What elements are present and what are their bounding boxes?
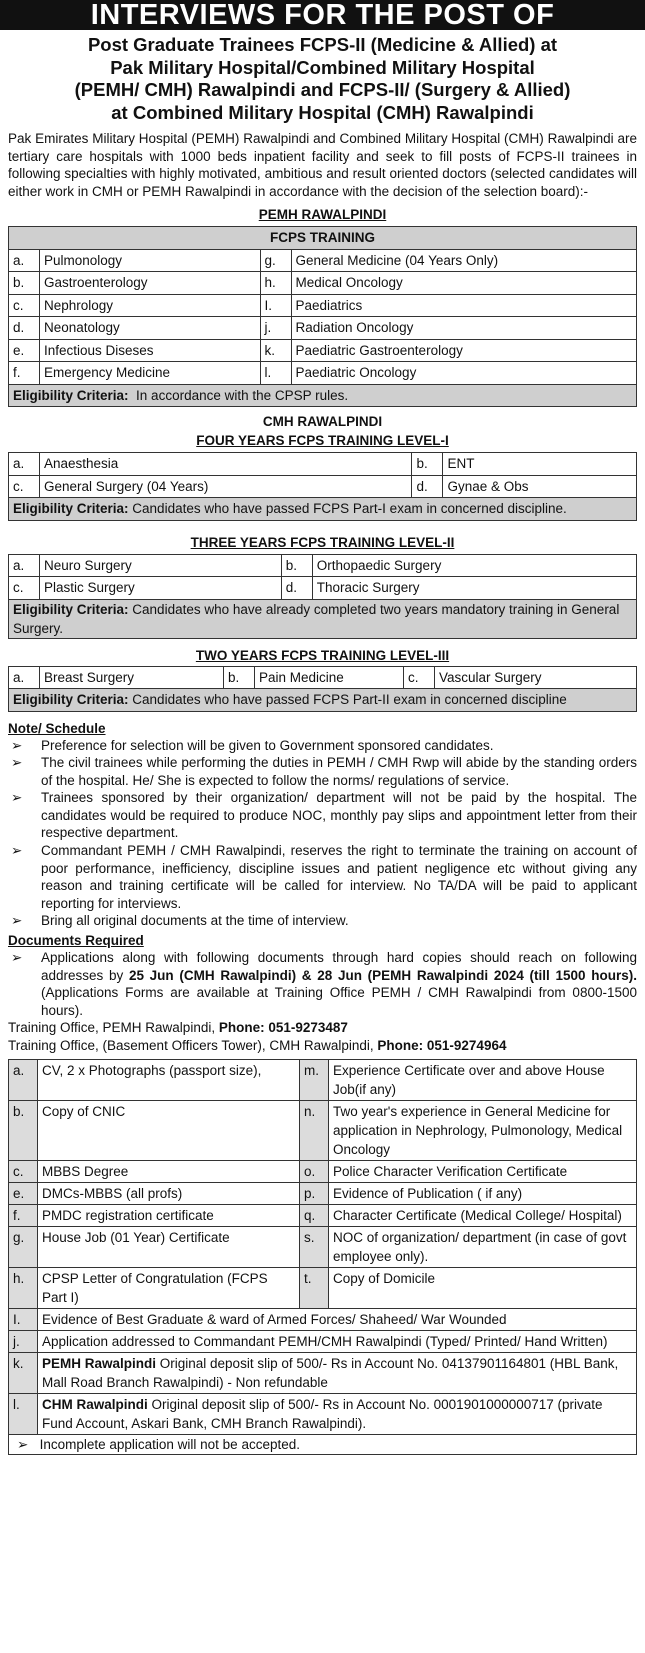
specialty: Neuro Surgery xyxy=(40,554,282,577)
office-pemh xyxy=(8,1019,637,1037)
table-row xyxy=(9,1309,637,1331)
list-item xyxy=(8,912,637,930)
table-row xyxy=(9,1060,637,1101)
final-note-text: Incomplete application will not be accepted. xyxy=(39,1437,300,1453)
eligibility-label: Eligibility Criteria: xyxy=(13,501,129,516)
office-cmh xyxy=(8,1037,637,1055)
document-item: Copy of Domicile xyxy=(329,1268,637,1309)
document-item: PMDC registration certificate xyxy=(38,1205,300,1227)
eligibility-label: Eligibility Criteria: xyxy=(13,601,129,617)
list-item xyxy=(8,754,637,789)
item-index: f. xyxy=(9,1205,38,1227)
specialty: Paediatric Gastroenterology xyxy=(291,339,637,362)
document-item: NOC of organization/ department (in case of govt employee only). xyxy=(329,1227,637,1268)
item-index: g. xyxy=(9,1227,38,1268)
table-row xyxy=(9,554,637,577)
specialty: Pain Medicine xyxy=(255,666,404,689)
item-index: I. xyxy=(260,294,291,317)
item-index: a. xyxy=(9,666,40,689)
specialty: Anaesthesia xyxy=(40,453,412,476)
document-item: Character Certificate (Medical College/ Hospital) xyxy=(329,1205,637,1227)
arrow-bullet-icon: ➢ xyxy=(11,913,23,929)
table-row xyxy=(9,362,637,385)
cmh-heading: CMH RAWALPINDI xyxy=(262,414,383,429)
item-index: c. xyxy=(9,577,40,600)
item-index: e. xyxy=(9,339,40,362)
document-item xyxy=(38,1394,637,1435)
table-row xyxy=(9,1353,637,1394)
deposit-location: PEMH Rawalpindi xyxy=(42,1356,157,1372)
subtitle xyxy=(8,34,637,124)
table-row xyxy=(9,1227,637,1268)
specialty: Radiation Oncology xyxy=(291,317,637,340)
notes-list xyxy=(8,737,637,931)
item-index: c. xyxy=(9,294,40,317)
pemh-table xyxy=(8,226,637,407)
specialty: Breast Surgery xyxy=(40,666,224,689)
pemh-heading: PEMH RAWALPINDI xyxy=(258,207,387,222)
eligibility-criteria xyxy=(9,599,637,638)
subtitle-line: Post Graduate Trainees FCPS-II (Medicine & Allied) at xyxy=(87,34,558,55)
table-row xyxy=(9,249,637,272)
table-row xyxy=(9,453,637,476)
documents-heading: Documents Required xyxy=(8,933,144,949)
item-index: t. xyxy=(300,1268,329,1309)
item-index: h. xyxy=(260,272,291,295)
office-address: Training Office, PEMH Rawalpindi, xyxy=(8,1020,219,1036)
item-index: j. xyxy=(260,317,291,340)
level1-table xyxy=(8,452,637,521)
specialty: ENT xyxy=(443,453,637,476)
note-text: Preference for selection will be given to Government sponsored candidates. xyxy=(41,737,494,753)
eligibility-criteria xyxy=(9,689,637,712)
application-deadline: 25 Jun (CMH Rawalpindi) & 28 Jun (PEMH Rawalpindi 2024 (till 1500 hours). xyxy=(128,967,637,983)
document-item: Experience Certificate over and above House Job(if any) xyxy=(329,1060,637,1101)
arrow-bullet-icon: ➢ xyxy=(11,843,23,859)
document-item: Police Character Verification Certificate xyxy=(329,1161,637,1183)
level2-title: THREE YEARS FCPS TRAINING LEVEL-II xyxy=(190,534,455,550)
office-phone: Phone: 051-9274964 xyxy=(377,1038,507,1054)
document-item xyxy=(38,1353,637,1394)
item-index: n. xyxy=(300,1101,329,1161)
final-note xyxy=(8,1435,637,1455)
table-row xyxy=(9,475,637,498)
banner-title: INTERVIEWS FOR THE POST OF xyxy=(0,0,645,30)
document-item: Copy of CNIC xyxy=(38,1101,300,1161)
specialty: Plastic Surgery xyxy=(40,577,282,600)
table-row xyxy=(9,272,637,295)
subtitle-line: (PEMH/ CMH) Rawalpindi and FCPS-II/ (Surgery & Allied) xyxy=(74,79,571,100)
document-item: House Job (01 Year) Certificate xyxy=(38,1227,300,1268)
eligibility-criteria xyxy=(9,498,637,521)
specialty: Paediatric Oncology xyxy=(291,362,637,385)
table-row xyxy=(9,294,637,317)
arrow-bullet-icon: ➢ xyxy=(11,755,23,771)
table-row xyxy=(9,1331,637,1353)
specialty: General Surgery (04 Years) xyxy=(40,475,412,498)
note-text: The civil trainees while performing the duties in PEMH / CMH Rwp will abide by the standing orders of the hospital. He/ She is expected to follow the norms/ regulations of service. xyxy=(41,755,637,788)
list-item xyxy=(8,737,637,755)
document-item: CV, 2 x Photographs (passport size), xyxy=(38,1060,300,1101)
eligibility-text: Candidates who have passed FCPS Part-I exam in concerned discipline. xyxy=(132,501,567,516)
note-text: Trainees sponsored by their organization/ department will not be paid by the hospital. The candidates would be required to produce NOC, monthly pay slips and appointment letter from their respective department. xyxy=(41,790,637,841)
deposit-location: CHM Rawalpindi xyxy=(42,1397,148,1413)
item-index: g. xyxy=(260,249,291,272)
office-address: Training Office, (Basement Officers Tower), CMH Rawalpindi, xyxy=(8,1038,378,1054)
item-index: h. xyxy=(9,1268,38,1309)
table-row xyxy=(9,1161,637,1183)
level1-title: FOUR YEARS FCPS TRAINING LEVEL-I xyxy=(196,433,449,448)
documents-table xyxy=(8,1059,637,1435)
specialty: Vascular Surgery xyxy=(435,666,637,689)
table-row xyxy=(9,339,637,362)
item-index: a. xyxy=(9,1060,38,1101)
item-index: f. xyxy=(9,362,40,385)
specialty: Nephrology xyxy=(40,294,261,317)
specialty: Gastroenterology xyxy=(40,272,261,295)
specialty: Thoracic Surgery xyxy=(312,577,636,600)
subtitle-line: at Combined Military Hospital (CMH) Rawalpindi xyxy=(111,101,534,123)
eligibility-text: Candidates who have already completed two years mandatory training in General Surgery. xyxy=(13,601,620,636)
note-text: Commandant PEMH / CMH Rawalpindi, reserves the right to terminate the training on account of poor performance, inefficiency, discipline issues and patient negligence etc without giving any reason and training certificate will be called for interview. No TA/DA will be paid to applicant reporting for interviews. xyxy=(41,843,637,911)
specialty: Infectious Diseses xyxy=(40,339,261,362)
table-row xyxy=(9,666,637,689)
subtitle-line: Pak Military Hospital/Combined Military Hospital xyxy=(110,56,535,78)
eligibility-text: Candidates who have passed FCPS Part-II exam in concerned discipline xyxy=(132,692,567,707)
document-item: DMCs-MBBS (all profs) xyxy=(38,1183,300,1205)
specialty: General Medicine (04 Years Only) xyxy=(291,249,637,272)
table-row xyxy=(9,1394,637,1435)
arrow-bullet-icon: ➢ xyxy=(17,1437,29,1453)
arrow-bullet-icon: ➢ xyxy=(11,737,23,753)
item-index: d. xyxy=(412,475,443,498)
item-index: k. xyxy=(260,339,291,362)
eligibility-criteria xyxy=(9,384,637,407)
item-index: a. xyxy=(9,249,40,272)
level3-title: TWO YEARS FCPS TRAINING LEVEL-III xyxy=(195,647,450,663)
specialty: Emergency Medicine xyxy=(40,362,261,385)
table-row xyxy=(9,1101,637,1161)
office-phone: Phone: 051-9273487 xyxy=(218,1020,348,1036)
item-index: d. xyxy=(281,577,312,600)
deposit-details: Original deposit slip of 500/- Rs in Account No. 04137901164801 (HBL Bank, Mall Road Branch Rawalpindi) - Non refundable xyxy=(42,1356,619,1391)
table-row xyxy=(9,1183,637,1205)
eligibility-text: In accordance with the CPSP rules. xyxy=(136,387,349,403)
item-index: j. xyxy=(9,1331,38,1353)
item-index: q. xyxy=(300,1205,329,1227)
item-index: c. xyxy=(9,475,40,498)
document-item: Two year's experience in General Medicine for application in Nephrology, Pulmonology, Medical Oncology xyxy=(329,1101,637,1161)
application-forms-note: (Applications Forms are available at Training Office PEMH / CMH Rawalpindi from 0800-1500 hours). xyxy=(41,985,637,1018)
item-index: I. xyxy=(9,1309,38,1331)
document-item: Application addressed to Commandant PEMH/CMH Rawalpindi (Typed/ Printed/ Hand Written) xyxy=(38,1331,637,1353)
specialty: Medical Oncology xyxy=(291,272,637,295)
item-index: c. xyxy=(404,666,435,689)
item-index: l. xyxy=(260,362,291,385)
notes-heading: Note/ Schedule xyxy=(8,720,106,736)
list-item xyxy=(8,949,637,1019)
item-index: b. xyxy=(281,554,312,577)
document-item: Evidence of Publication ( if any) xyxy=(329,1183,637,1205)
item-index: l. xyxy=(9,1394,38,1435)
application-text: Applications along with following documents through hard copies should reach on following addresses by xyxy=(41,950,637,983)
item-index: m. xyxy=(300,1060,329,1101)
documents-intro-list xyxy=(8,949,637,1019)
item-index: a. xyxy=(9,554,40,577)
item-index: b. xyxy=(224,666,255,689)
item-index: o. xyxy=(300,1161,329,1183)
specialty: Pulmonology xyxy=(40,249,261,272)
table-row xyxy=(9,1268,637,1309)
note-text: Bring all original documents at the time of interview. xyxy=(41,913,349,929)
list-item xyxy=(8,789,637,842)
item-index: a. xyxy=(9,453,40,476)
deposit-details: Original deposit slip of 500/- Rs in Account No. 0001901000000717 (private Fund Account, Askari Bank, CMH Branch Rawalpindi). xyxy=(42,1397,603,1432)
item-index: d. xyxy=(9,317,40,340)
item-index: k. xyxy=(9,1353,38,1394)
specialty: Neonatology xyxy=(40,317,261,340)
list-item xyxy=(8,842,637,912)
item-index: p. xyxy=(300,1183,329,1205)
document-item: MBBS Degree xyxy=(38,1161,300,1183)
item-index: e. xyxy=(9,1183,38,1205)
document-item: CPSP Letter of Congratulation (FCPS Part I) xyxy=(38,1268,300,1309)
item-index: s. xyxy=(300,1227,329,1268)
level2-table xyxy=(8,554,637,639)
item-index: b. xyxy=(9,272,40,295)
table-row xyxy=(9,577,637,600)
item-index: b. xyxy=(9,1101,38,1161)
eligibility-label: Eligibility Criteria: xyxy=(13,387,129,403)
table-row xyxy=(9,1205,637,1227)
eligibility-label: Eligibility Criteria: xyxy=(13,692,129,707)
specialty: Paediatrics xyxy=(291,294,637,317)
document-item: Evidence of Best Graduate & ward of Armed Forces/ Shaheed/ War Wounded xyxy=(38,1309,637,1331)
arrow-bullet-icon: ➢ xyxy=(11,790,23,806)
table-row xyxy=(9,317,637,340)
pemh-table-header: FCPS TRAINING xyxy=(9,227,637,250)
specialty: Orthopaedic Surgery xyxy=(312,554,636,577)
arrow-bullet-icon: ➢ xyxy=(11,950,23,966)
specialty: Gynae & Obs xyxy=(443,475,637,498)
item-index: c. xyxy=(9,1161,38,1183)
item-index: b. xyxy=(412,453,443,476)
intro-paragraph: Pak Emirates Military Hospital (PEMH) Rawalpindi and Combined Military Hospital (CMH) Rawalpindi are tertiary care hospitals with 1000 beds inpatient facility and seek to fill posts of FCPS-II trainees in following specialties with highly motivated, ambitious and result oriented doctors (selected candidates will either work in CMH or PEMH Rawalpindi in accordance with the decision of the selection board):- xyxy=(8,131,637,199)
level3-table xyxy=(8,666,637,712)
